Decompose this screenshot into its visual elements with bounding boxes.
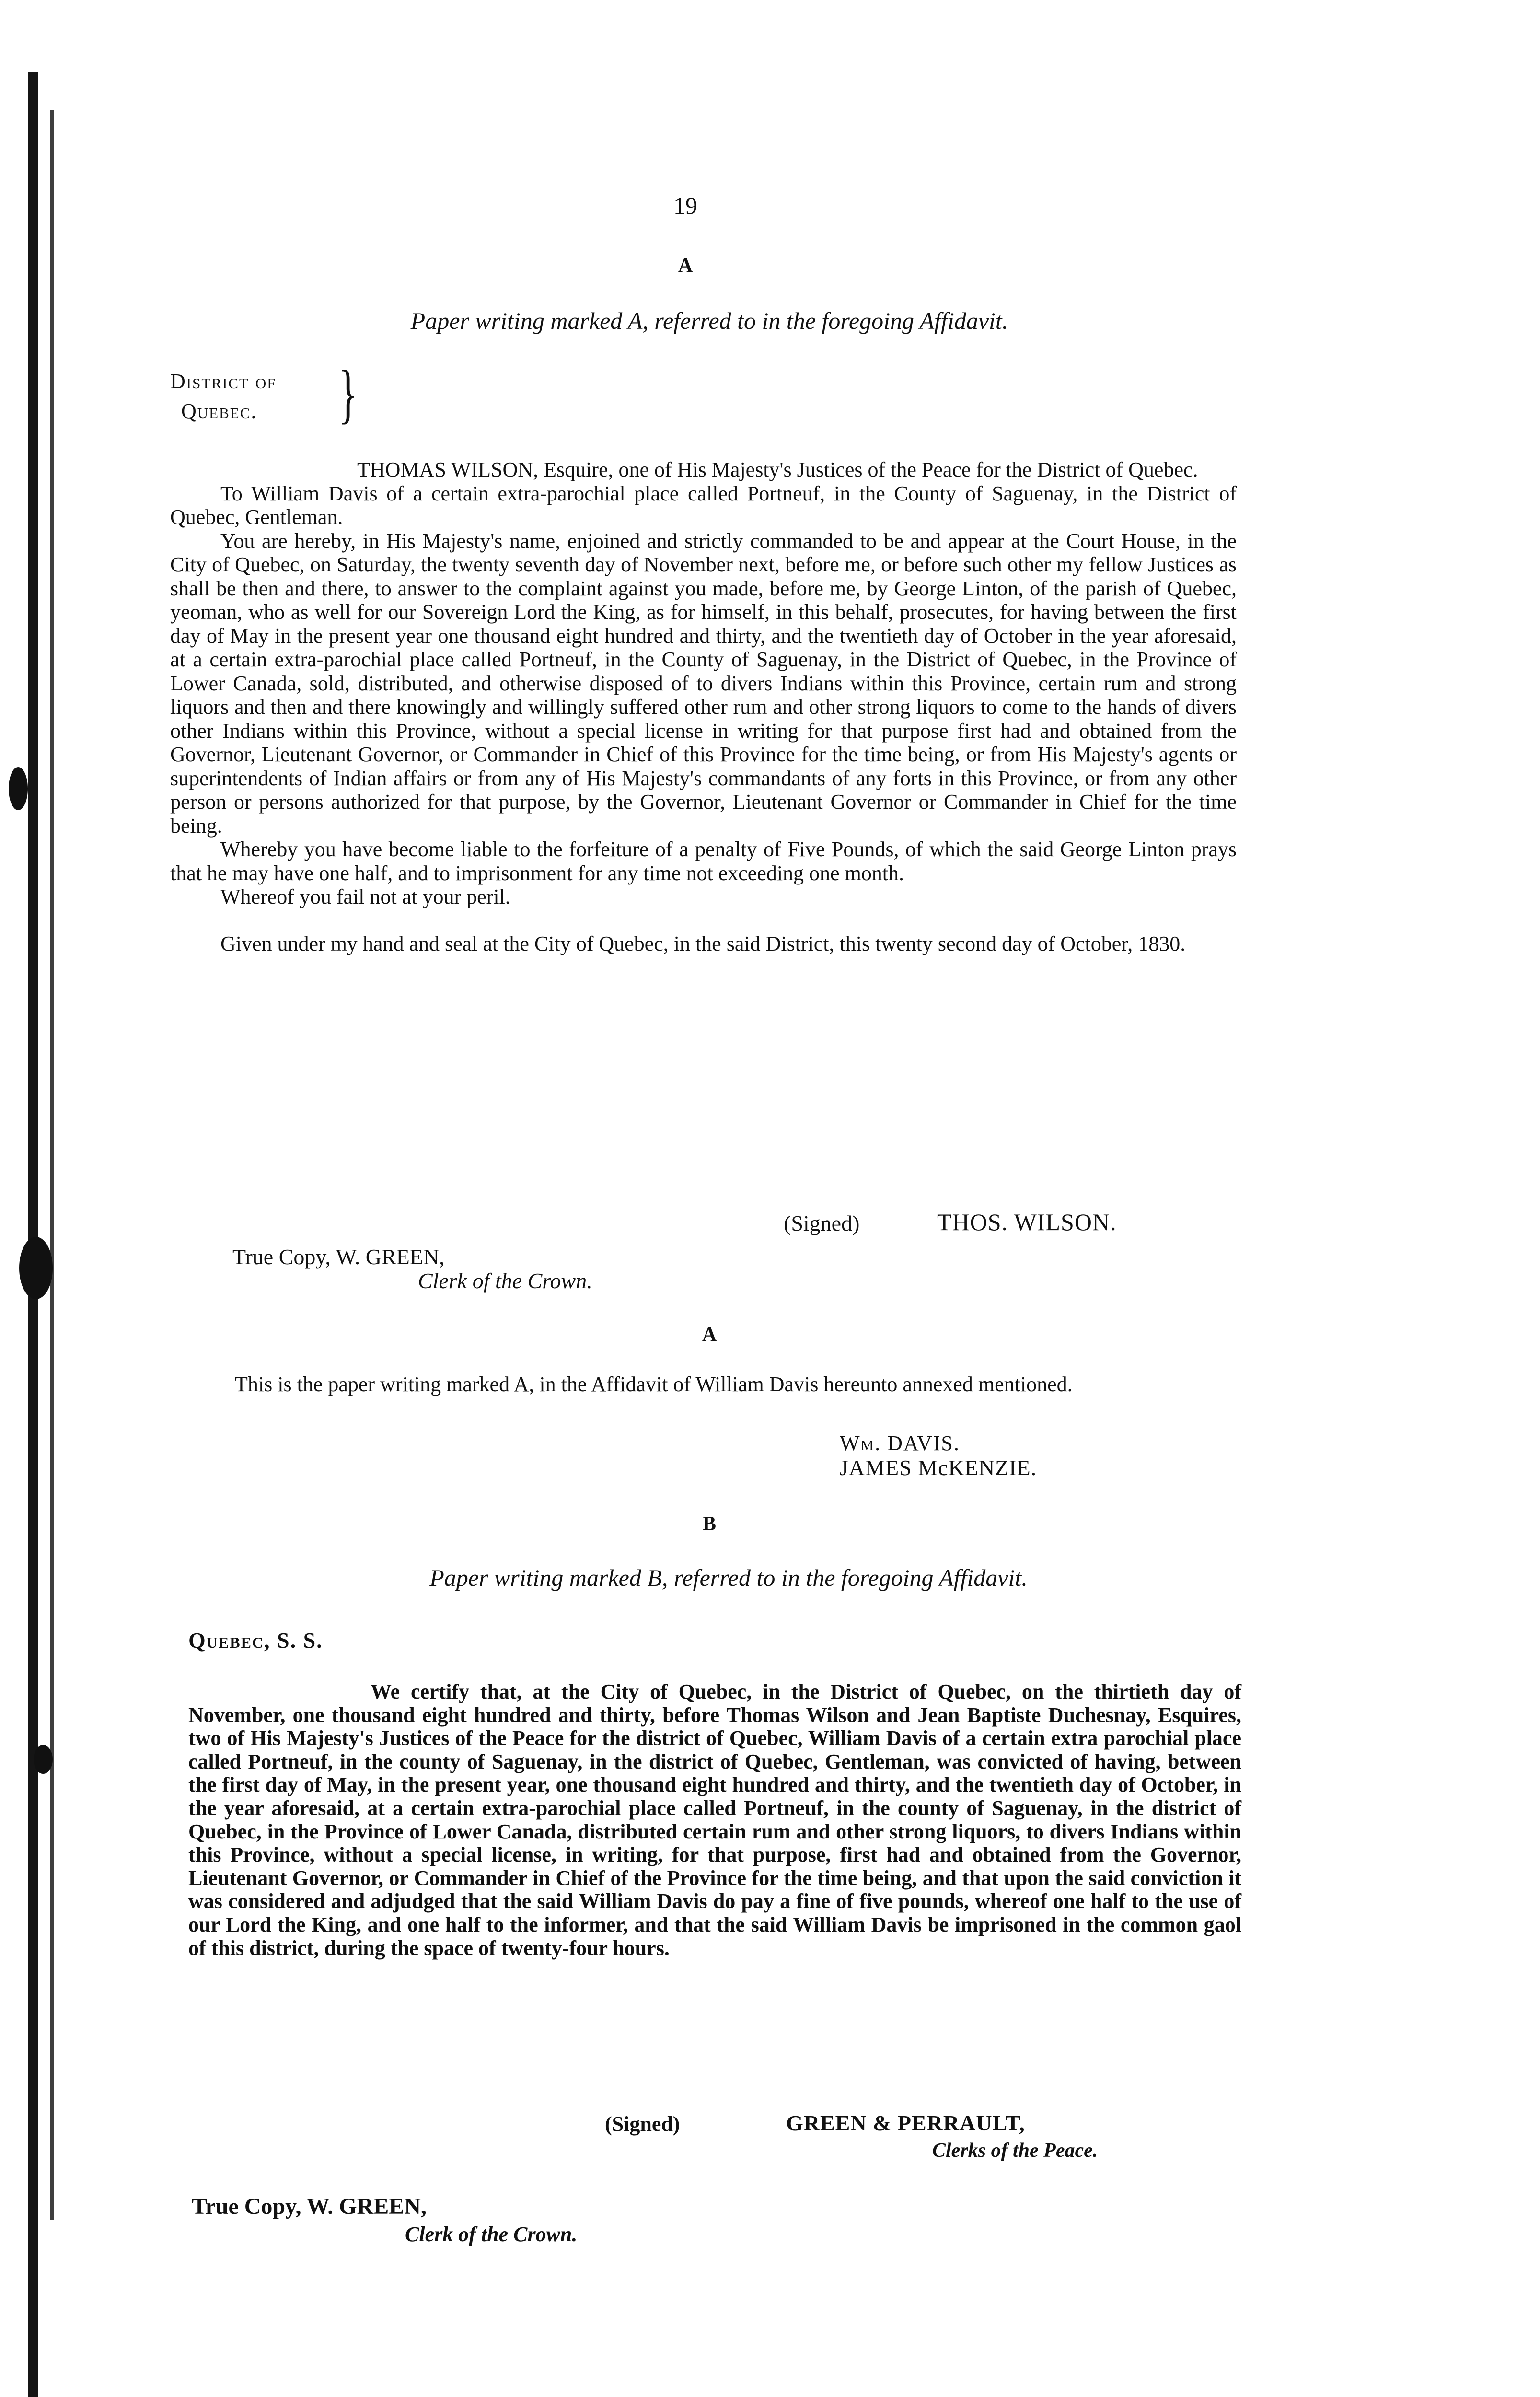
district-label-2: Quebec. <box>181 399 257 423</box>
section-b-caption: Paper writing marked B, referred to in the foregoing Affidavit. <box>429 1564 1028 1591</box>
section-a2-letter: A <box>702 1324 717 1346</box>
ink-blot <box>9 767 28 810</box>
signature-davis: Wm. DAVIS. <box>840 1431 960 1455</box>
paragraph-command: You are hereby, in His Majesty's name, enjoined and strictly commanded to be and appear at the Court House, in the City of Quebec, on Saturday, the twenty seventh day of November next, before me, or before such other my fellow Justices as shall be then and there, to answer to the complaint against you made, before me, by George Linton, of the parish of Quebec, yeoman, who as well for our Sovereign Lord the King, as for himself, in this behalf, prosecutes, for having between the first day of May in the present year one thousand eight hundred and thirty, and the twentieth day of October in the year aforesaid, at a certain extra-parochial place called Portneuf, in the County of Saguenay, in the District of Quebec, in the Province of Lower Canada, sold, distributed, and otherwise disposed of to divers Indians within this Province, certain rum and strong liquors and then and there knowingly and willingly suffered other rum and other strong liquors to come to the hands of divers other Indians within this Province, without a special license in writing for that purpose first had and obtained from the Governor, Lieutenant Governor, or Commander in Chief of this Province for the time being, or from His Majesty's agents or superintendents of Indian affairs or from any of His Majesty's commandants of any forts in this Province, or from any other person or persons authorized for that purpose, by the Governor, Lieutenant Governor or Commander in Chief for the time being. <box>170 529 1237 838</box>
binding-edge <box>28 72 38 2397</box>
true-copy-b: True Copy, W. GREEN, <box>192 2194 427 2219</box>
signature-mckenzie: JAMES McKENZIE. <box>840 1455 1037 1480</box>
true-copy-a: True Copy, W. GREEN, <box>232 1245 445 1269</box>
ink-blot <box>34 1745 53 1774</box>
section-b-body <box>188 1680 1241 1960</box>
district-brace: } <box>338 357 358 430</box>
paragraph-penalty: Whereby you have become liable to the forfeiture of a penalty of Five Pounds, of which the said George Linton prays that he may have one half, and to imprisonment for any time not exceeding one month. <box>170 838 1237 885</box>
section-a2-text: This is the paper writing marked A, in the Affidavit of William Davis hereunto annexed mentioned. <box>235 1373 1073 1396</box>
signer-wilson: THOS. WILSON. <box>937 1209 1117 1235</box>
section-a-letter: A <box>678 255 693 277</box>
section-a-caption: Paper writing marked A, referred to in the foregoing Affidavit. <box>410 307 1008 334</box>
paragraph-warning: Whereof you fail not at your peril. <box>220 885 510 908</box>
signer-green-perrault: GREEN & PERRAULT, <box>786 2111 1025 2135</box>
paragraph-given: Given under my hand and seal at the City of Quebec, in the said District, this twenty second day of October, 1830. <box>220 931 1186 955</box>
signed-label-a: (Signed) <box>784 1211 860 1235</box>
paragraph-addressee: To William Davis of a certain extra-parochial place called Portneuf, in the County of Saguenay, in the District of Quebec, Gentleman. <box>170 481 1237 529</box>
section-b-letter: B <box>702 1513 716 1535</box>
location-quebec: Quebec, S. S. <box>188 1628 323 1652</box>
signed-label-b: (Signed) <box>605 2112 680 2136</box>
paragraph-justice: THOMAS WILSON, Esquire, one of His Majesty's Justices of the Peace for the District of Quebec. <box>357 458 1198 481</box>
page-number: 19 <box>673 192 697 219</box>
clerk-crown-b: Clerk of the Crown. <box>405 2222 578 2246</box>
ink-blot <box>19 1237 53 1299</box>
clerks-peace: Clerks of the Peace. <box>932 2140 1098 2162</box>
district-label-1: District of <box>170 370 277 393</box>
section-a-body <box>170 458 1237 955</box>
binding-shadow <box>50 110 54 2220</box>
paragraph-certify: We certify that, at the City of Quebec, in the District of Quebec, on the thirtieth day of November, one thousand eight hundred and thirty, before Thomas Wilson and Jean Baptiste Duchesnay, Esquires, two of His Majesty's Justices of the Peace for the district of Quebec, William Davis of a certain extra parochial place called Portneuf, in the county of Saguenay, in the district of Quebec, Gentleman, was convicted of having, between the first day of May, in the present year, one thousand eight hundred and thirty, and the twentieth day of October, in the year aforesaid, at a certain extra-parochial place called Portneuf, in the county of Saguenay, in the district of Quebec, in the Province of Lower Canada, distributed certain rum and other strong liquors, to divers Indians within this Province, without a special license, in writing, for that purpose, first had and obtained from the Governor, Lieutenant Governor, or Commander in Chief of the Province for the time being, and that upon the said conviction it was considered and adjudged that the said William Davis do pay a fine of five pounds, whereof one half to the use of our Lord the King, and one half to the informer, and that the said William Davis be imprisoned in the common gaol of this district, during the space of twenty-four hours. <box>188 1680 1241 1960</box>
clerk-crown-a: Clerk of the Crown. <box>418 1268 592 1293</box>
